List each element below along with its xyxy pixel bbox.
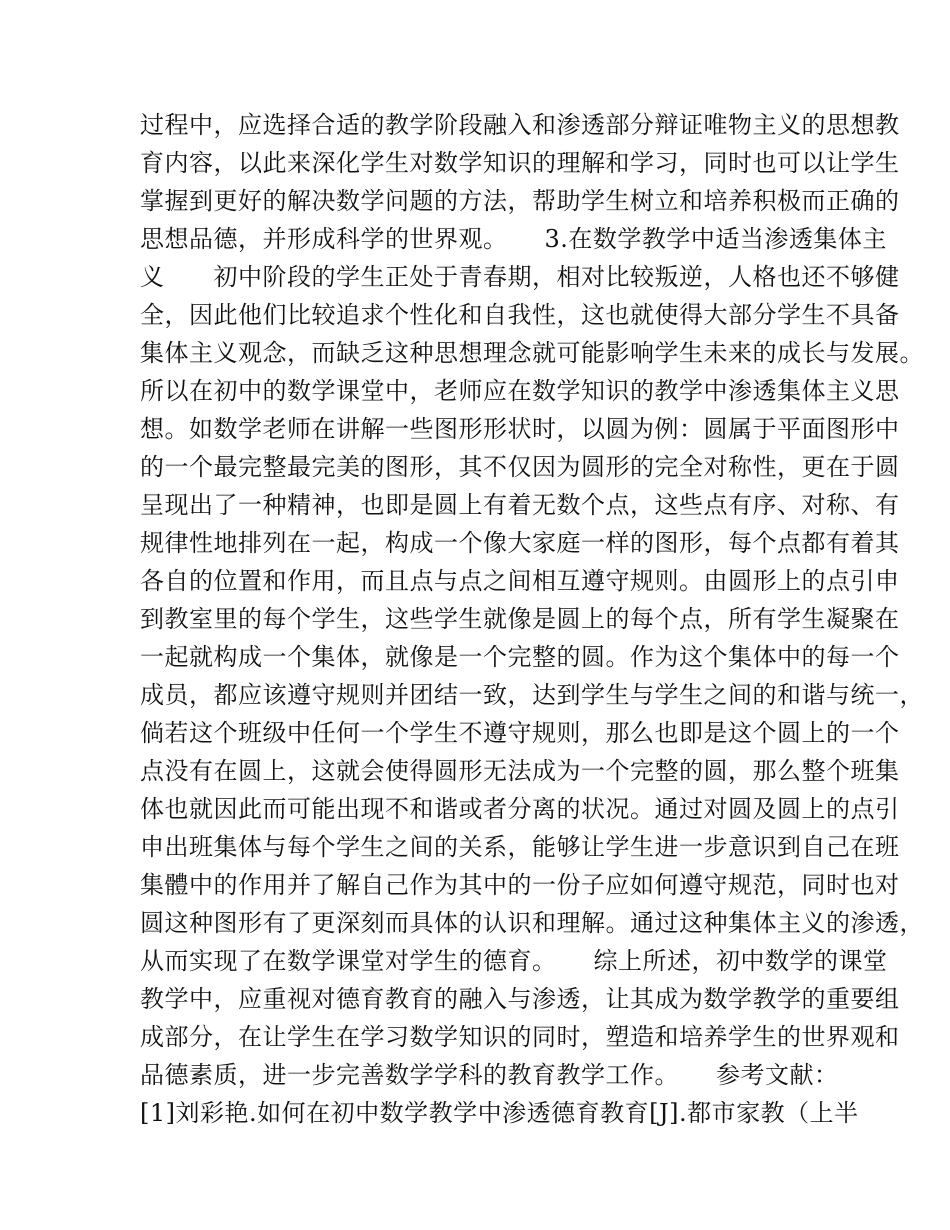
text-line: 到教室里的每个学生，这些学生就像是圆上的每个点，所有学生凝聚在 [140,605,900,633]
text-line: 教学中，应重视对德育教育的融入与渗透，让其成为数学教学的重要组 [140,985,900,1013]
text-line: 规律性地排列在一起，构成一个像大家庭一样的图形，每个点都有着其 [140,529,900,557]
text-line: 品德素质，进一步完善数学学科的教育教学工作。 参考文献： [140,1061,839,1089]
text-line: 成部分，在让学生在学习数学知识的同时，塑造和培养学生的世界观和 [140,1023,900,1051]
text-line: 一起就构成一个集体，就像是一个完整的圆。作为这个集体中的每一个 [140,643,900,671]
text-line: 点没有在圆上，这就会使得圆形无法成为一个完整的圆，那么整个班集 [140,757,900,785]
text-line: 倘若这个班级中任何一个学生不遵守规则，那么也即是这个圆上的一个 [140,719,900,747]
text-line: 过程中，应选择合适的教学阶段融入和渗透部分辩证唯物主义的思想教 [140,111,900,139]
text-line: 思想品德，并形成科学的世界观。 3.在数学教学中适当渗透集体主 [140,225,887,253]
text-line: 掌握到更好的解决数学问题的方法，帮助学生树立和培养积极而正确的 [140,187,900,215]
text-line: 各自的位置和作用，而且点与点之间相互遵守规则。由圆形上的点引申 [140,567,900,595]
text-line: 集体主义观念，而缺乏这种思想理念就可能影响学生未来的成长与发展。 [140,339,924,367]
text-line: 成员，都应该遵守规则并团结一致，达到学生与学生之间的和谐与统一， [140,681,924,709]
text-line: 体也就因此而可能出现不和谐或者分离的状况。通过对圆及圆上的点引 [140,795,900,823]
text-line: 呈现出了一种精神，也即是圆上有着无数个点，这些点有序、对称、有 [140,491,900,519]
text-line: 从而实现了在数学课堂对学生的德育。 综上所述，初中数学的课堂 [140,947,888,975]
text-line: 全，因此他们比较追求个性化和自我性，这也就使得大部分学生不具备 [140,301,900,329]
text-line: 的一个最完整最完美的图形，其不仅因为圆形的完全对称性，更在于圆 [140,453,900,481]
text-line: 申出班集体与每个学生之间的关系，能够让学生进一步意识到自己在班 [140,833,900,861]
reference-line: [1]刘彩艳.如何在初中数学教学中渗透德育教育[J].都市家教（上半 [140,1099,859,1127]
text-line: 育内容，以此来深化学生对数学知识的理解和学习，同时也可以让学生 [140,149,900,177]
text-line: 义 初中阶段的学生正处于青春期，相对比较叛逆，人格也还不够健 [140,263,900,291]
text-line: 圆这种图形有了更深刻而具体的认识和理解。通过这种集体主义的渗透， [140,909,924,937]
text-line: 集體中的作用并了解自己作为其中的一份子应如何遵守规范，同时也对 [140,871,900,899]
body-text [140,106,924,1132]
text-line: 所以在初中的数学课堂中，老师应在数学知识的教学中渗透集体主义思 [140,377,900,405]
text-line: 想。如数学老师在讲解一些图形形状时，以圆为例：圆属于平面图形中 [140,415,900,443]
